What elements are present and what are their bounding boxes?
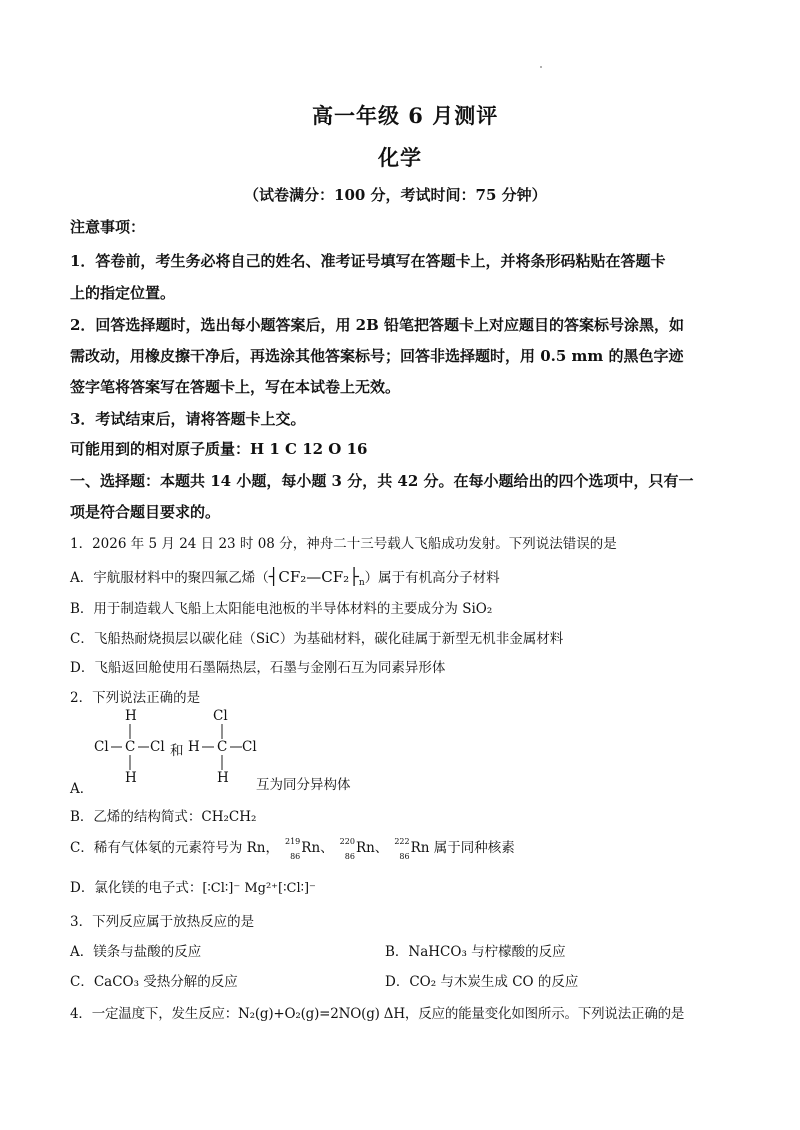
exam-title: 高一年级 6 月测评 — [312, 103, 499, 128]
exam-info: （试卷满分：100 分，考试时间：75 分钟） — [244, 186, 547, 204]
q2-option-c-pre: C．稀有气体氡的元素符号为 Rn， — [70, 840, 279, 856]
scan-dot — [540, 66, 542, 68]
separator: 、 — [374, 840, 389, 856]
polymer-n: n — [358, 578, 365, 588]
q2-stem: 2．下列说法正确的是 — [70, 690, 201, 706]
mol-and: 和 — [170, 743, 184, 759]
isotope-220: 220 86 — [339, 836, 355, 861]
q1-stem: 1．2026 年 5 月 24 日 23 时 08 分，神舟二十三号载人飞船成功发射。下列说法错误的是 — [70, 536, 617, 552]
mol2-c: C — [217, 739, 228, 755]
mol2-bottom-h: H — [217, 770, 229, 786]
polymer-formula: CF₂—CF₂ — [278, 568, 350, 586]
q1-option-c: C．飞船热耐烧损层以碳化硅（SiC）为基础材料，碳化硅属于新型无机非金属材料 — [70, 631, 564, 647]
mol1-bottom-h: H — [125, 770, 137, 786]
q3-option-b: B．NaHCO₃ 与柠檬酸的反应 — [385, 944, 566, 960]
polymer-bracket-left: ┤ — [268, 567, 279, 586]
q2-option-c-post: 属于同种核素 — [433, 840, 515, 856]
mol1-left-cl: Cl — [94, 739, 109, 755]
note-3: 3．考试结束后，请将答题卡上交。 — [70, 410, 306, 428]
note-2-line-2: 需改动，用橡皮擦干净后，再选涂其他答案标号；回答非选择题时，用 0.5 mm 的黑色字迹 — [70, 347, 684, 365]
q3-stem: 3．下列反应属于放热反应的是 — [70, 914, 255, 930]
section-1-line-1: 一、选择题：本题共 14 小题，每小题 3 分，共 42 分。在每小题给出的四个选项中，只有一 — [70, 472, 694, 490]
notes-heading: 注意事项： — [70, 218, 146, 236]
note-2-line-3: 签字笔将答案写在答题卡上，写在本试卷上无效。 — [70, 378, 401, 396]
polymer-bracket-right: ├ — [349, 567, 359, 586]
rn-symbol: Rn — [355, 840, 375, 856]
separator: 、 — [320, 840, 334, 856]
q2-option-d-label: D．氯化镁的电子式： — [70, 880, 203, 896]
q2-option-a-label: A． — [70, 781, 94, 797]
q3-option-d: D．CO₂ 与木炭生成 CO 的反应 — [385, 974, 579, 990]
rn-symbol: Rn — [410, 840, 430, 856]
note-2-line-1: 2．回答选择题时，选出每小题答案后，用 2B 铅笔把答题卡上对应题目的答案标号涂黑，如 — [70, 316, 685, 334]
q2-option-a-text: 互为同分异构体 — [256, 777, 351, 793]
q2-option-c — [70, 836, 515, 859]
q2-option-b: B．乙烯的结构简式：CH₂CH₂ — [70, 809, 257, 825]
q3-option-c: C．CaCO₃ 受热分解的反应 — [70, 974, 238, 990]
q1-option-a-pre: A．宇航服材料中的聚四氟乙烯（ — [70, 570, 269, 586]
rn-symbol: Rn — [301, 840, 321, 856]
isotope-219: 219 86 — [285, 836, 301, 861]
q4-stem: 4．一定温度下，发生反应：N₂(g)+O₂(g)=2NO(g) ΔH，反应的能量变化如图所示。下列说法正确的是 — [70, 1006, 685, 1022]
mol2-right-cl: Cl — [242, 739, 257, 755]
q1-option-a — [70, 566, 500, 588]
section-1-line-2: 项是符合题目要求的。 — [70, 503, 221, 521]
subject-title: 化学 — [378, 145, 422, 170]
mol1-top-h: H — [125, 708, 137, 724]
mol1-right-cl: Cl — [150, 739, 165, 755]
mol1-c: C — [125, 739, 136, 755]
q1-option-d: D．飞船返回舱使用石墨隔热层，石墨与金刚石互为同素异形体 — [70, 660, 446, 676]
note-1-line-2: 上的指定位置。 — [70, 284, 176, 302]
q1-option-a-post: ）属于有机高分子材料 — [364, 570, 500, 586]
q3-option-a: A．镁条与盐酸的反应 — [70, 944, 202, 960]
isotope-222: 222 86 — [394, 836, 410, 861]
mgcl2-electron-formula: [∶Cl∶]⁻ Mg²⁺[∶Cl∶]⁻ — [202, 881, 316, 896]
q2-option-d — [70, 876, 316, 896]
mol2-left-h: H — [188, 739, 200, 755]
note-1-line-1: 1．答卷前，考生务必将自己的姓名、准考证号填写在答题卡上，并将条形码粘贴在答题卡 — [70, 252, 666, 270]
atomic-mass-line: 可能用到的相对原子质量：H 1 C 12 O 16 — [70, 440, 368, 458]
q1-option-b: B．用于制造载人飞船上太阳能电池板的半导体材料的主要成分为 SiO₂ — [70, 601, 493, 617]
mol2-top-cl: Cl — [213, 708, 228, 724]
